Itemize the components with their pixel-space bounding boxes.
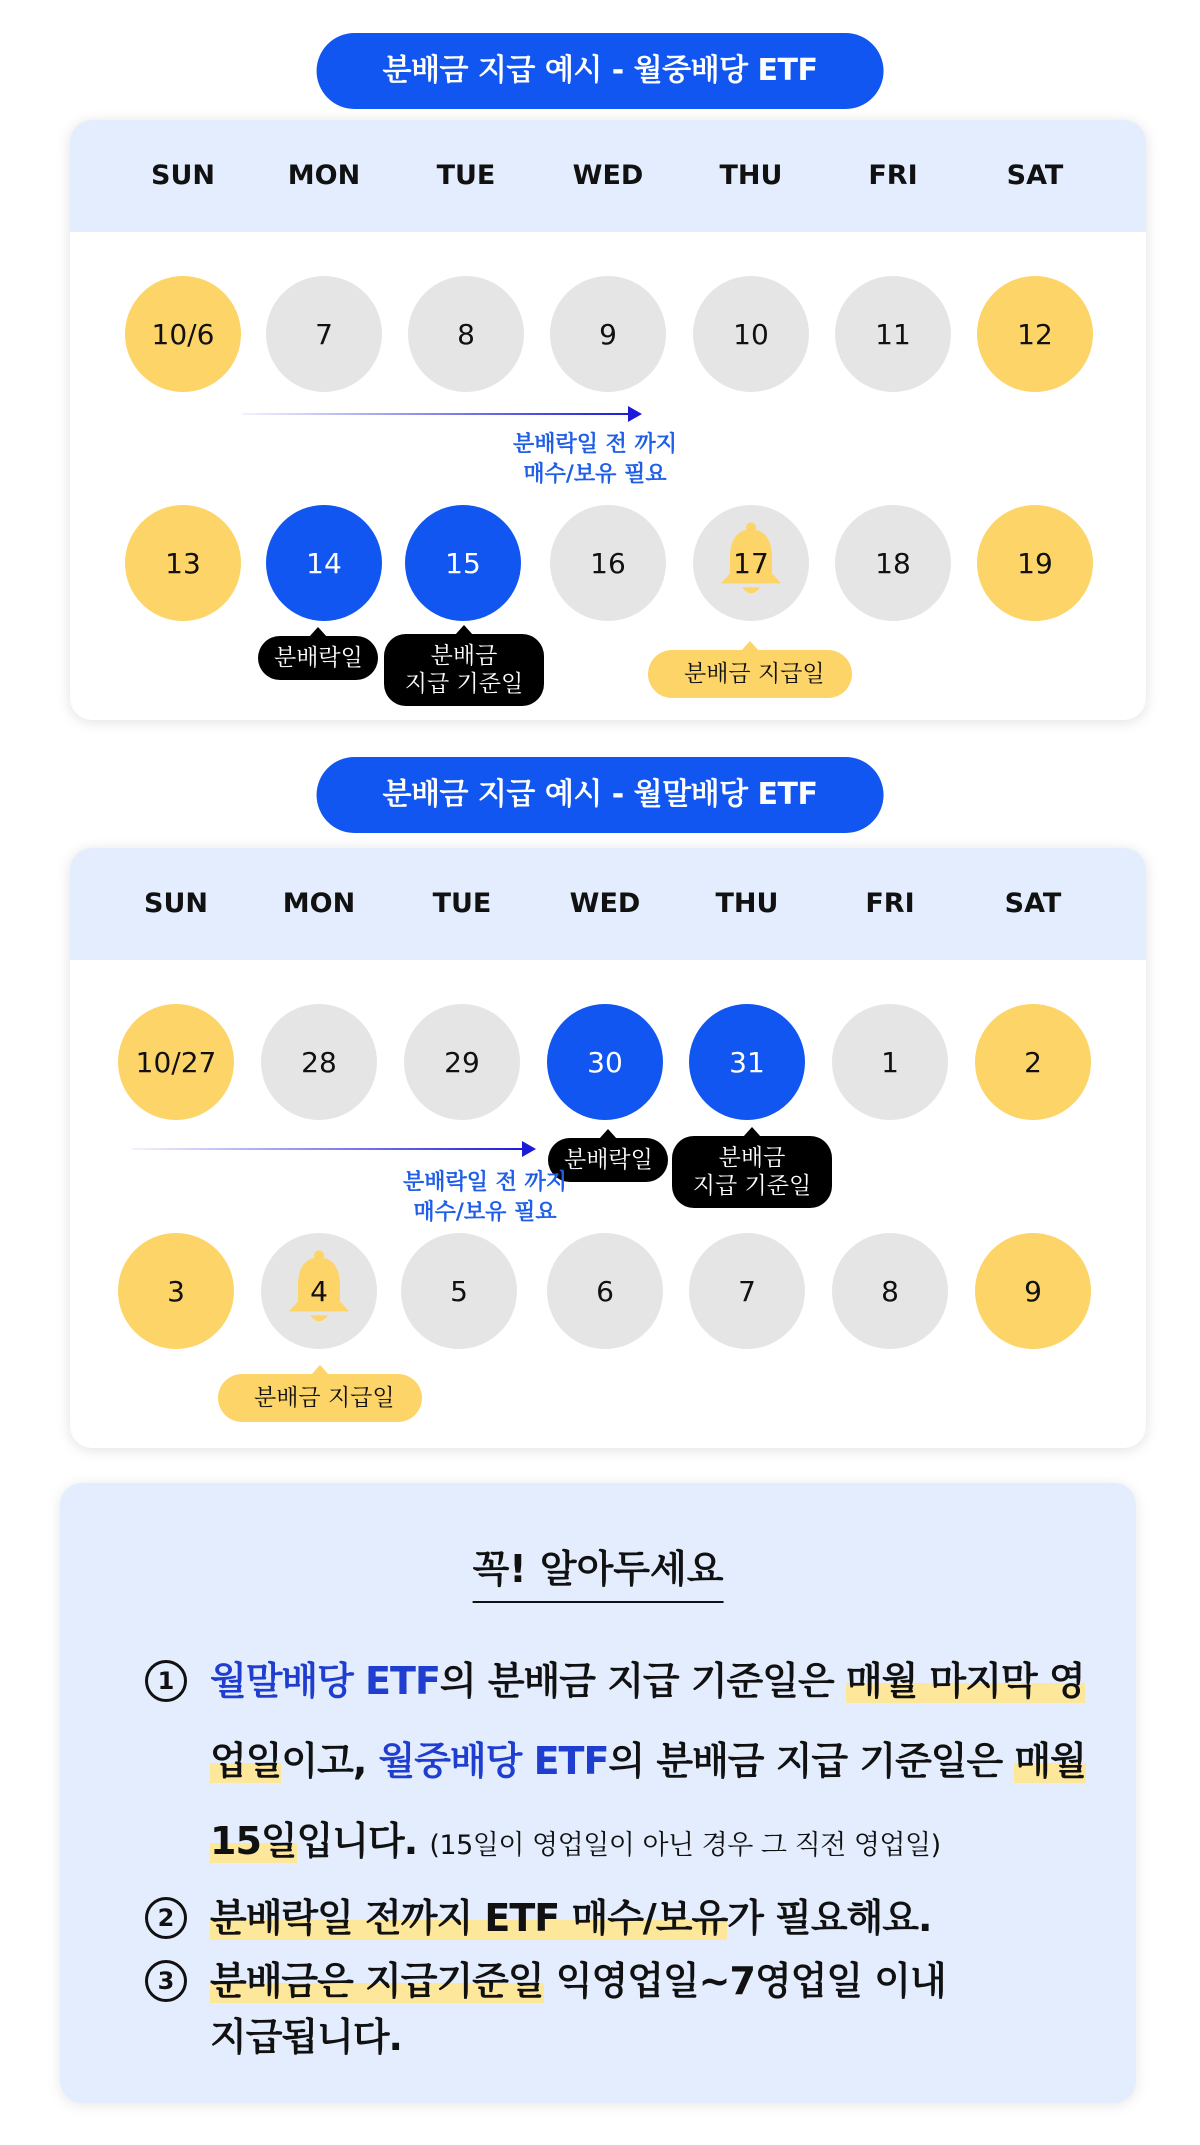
ex-dividend-day: 30 xyxy=(547,1004,663,1120)
ex-dividend-day: 14 xyxy=(266,505,382,621)
weekday-sat: SAT xyxy=(1004,888,1062,919)
calendar1-card xyxy=(70,120,1146,720)
weekday-sun: SUN xyxy=(151,160,215,191)
day-cell: 10/27 xyxy=(118,1004,234,1120)
record-day: 15 xyxy=(405,505,521,621)
weekday-thu: THU xyxy=(715,888,779,919)
day-cell: 29 xyxy=(404,1004,520,1120)
day-cell: 19 xyxy=(977,505,1093,621)
payment-day: 17 xyxy=(693,505,809,621)
day-cell: 3 xyxy=(118,1233,234,1349)
record-date-tag: 분배금 지급 기준일 xyxy=(384,634,544,706)
weekday-tue: TUE xyxy=(432,888,492,919)
number-badge: 3 xyxy=(145,1960,187,2002)
number-badge: 1 xyxy=(145,1660,187,1702)
hold-period-arrow xyxy=(132,1147,536,1151)
day-cell: 28 xyxy=(261,1004,377,1120)
day-cell: 9 xyxy=(550,276,666,392)
day-cell: 9 xyxy=(975,1233,1091,1349)
weekday-sun: SUN xyxy=(144,888,208,919)
day-cell: 8 xyxy=(832,1233,948,1349)
day-cell: 12 xyxy=(977,276,1093,392)
ex-dividend-tag: 분배락일 xyxy=(548,1138,668,1182)
record-date-tag: 분배금 지급 기준일 xyxy=(672,1136,832,1208)
weekday-fri: FRI xyxy=(868,160,918,191)
day-cell: 8 xyxy=(408,276,524,392)
weekday-header xyxy=(70,120,1146,232)
day-cell: 7 xyxy=(689,1233,805,1349)
payment-date-tag: 분배금 지급일 xyxy=(648,650,852,698)
notice-title: 꼭! 알아두세요 xyxy=(473,1538,724,1603)
weekday-header xyxy=(70,848,1146,960)
notice-item-2: 2 분배락일 전까지 ETF 매수/보유가 필요해요. xyxy=(145,1878,1105,1958)
weekday-mon: MON xyxy=(287,160,361,191)
weekday-mon: MON xyxy=(282,888,356,919)
weekday-sat: SAT xyxy=(1006,160,1064,191)
record-day: 31 xyxy=(689,1004,805,1120)
hold-period-arrow xyxy=(242,412,642,416)
weekday-wed: WED xyxy=(572,160,644,191)
day-cell: 10 xyxy=(693,276,809,392)
day-cell: 1 xyxy=(832,1004,948,1120)
calendar2-card xyxy=(70,848,1146,1448)
day-cell: 2 xyxy=(975,1004,1091,1120)
payment-day: 4 xyxy=(261,1233,377,1349)
hold-note: 분배락일 전 까지 매수/보유 필요 xyxy=(402,1170,568,1225)
weekday-wed: WED xyxy=(569,888,641,919)
day-cell: 7 xyxy=(266,276,382,392)
notice-item-3: 3 분배금은 지급기준일 익영업일~7영업일 이내 지급됩니다. xyxy=(145,1953,1105,2065)
day-cell: 5 xyxy=(401,1233,517,1349)
hold-note: 분배락일 전 까지 매수/보유 필요 xyxy=(512,432,678,487)
calendar2-title: 분배금 지급 예시 - 월말배당 ETF xyxy=(317,757,884,833)
calendar1-title: 분배금 지급 예시 - 월중배당 ETF xyxy=(317,33,884,109)
weekday-fri: FRI xyxy=(865,888,915,919)
day-cell: 11 xyxy=(835,276,951,392)
notice-item-1: 1 월말배당 ETF의 분배금 지급 기준일은 매월 마지막 영업일이고, 월중배당 ETF의 분배금 지급 기준일은 매월 15일입니다. (15일이 영업일이 아닌 경우 그 직전 영업일) xyxy=(145,1641,1105,1886)
day-cell: 13 xyxy=(125,505,241,621)
day-cell: 6 xyxy=(547,1233,663,1349)
number-badge: 2 xyxy=(145,1897,187,1939)
weekday-tue: TUE xyxy=(436,160,496,191)
ex-dividend-tag: 분배락일 xyxy=(258,636,378,680)
day-cell: 16 xyxy=(550,505,666,621)
payment-date-tag: 분배금 지급일 xyxy=(218,1374,422,1422)
day-cell: 18 xyxy=(835,505,951,621)
weekday-thu: THU xyxy=(719,160,783,191)
notice-box xyxy=(60,1483,1136,2103)
day-cell: 10/6 xyxy=(125,276,241,392)
